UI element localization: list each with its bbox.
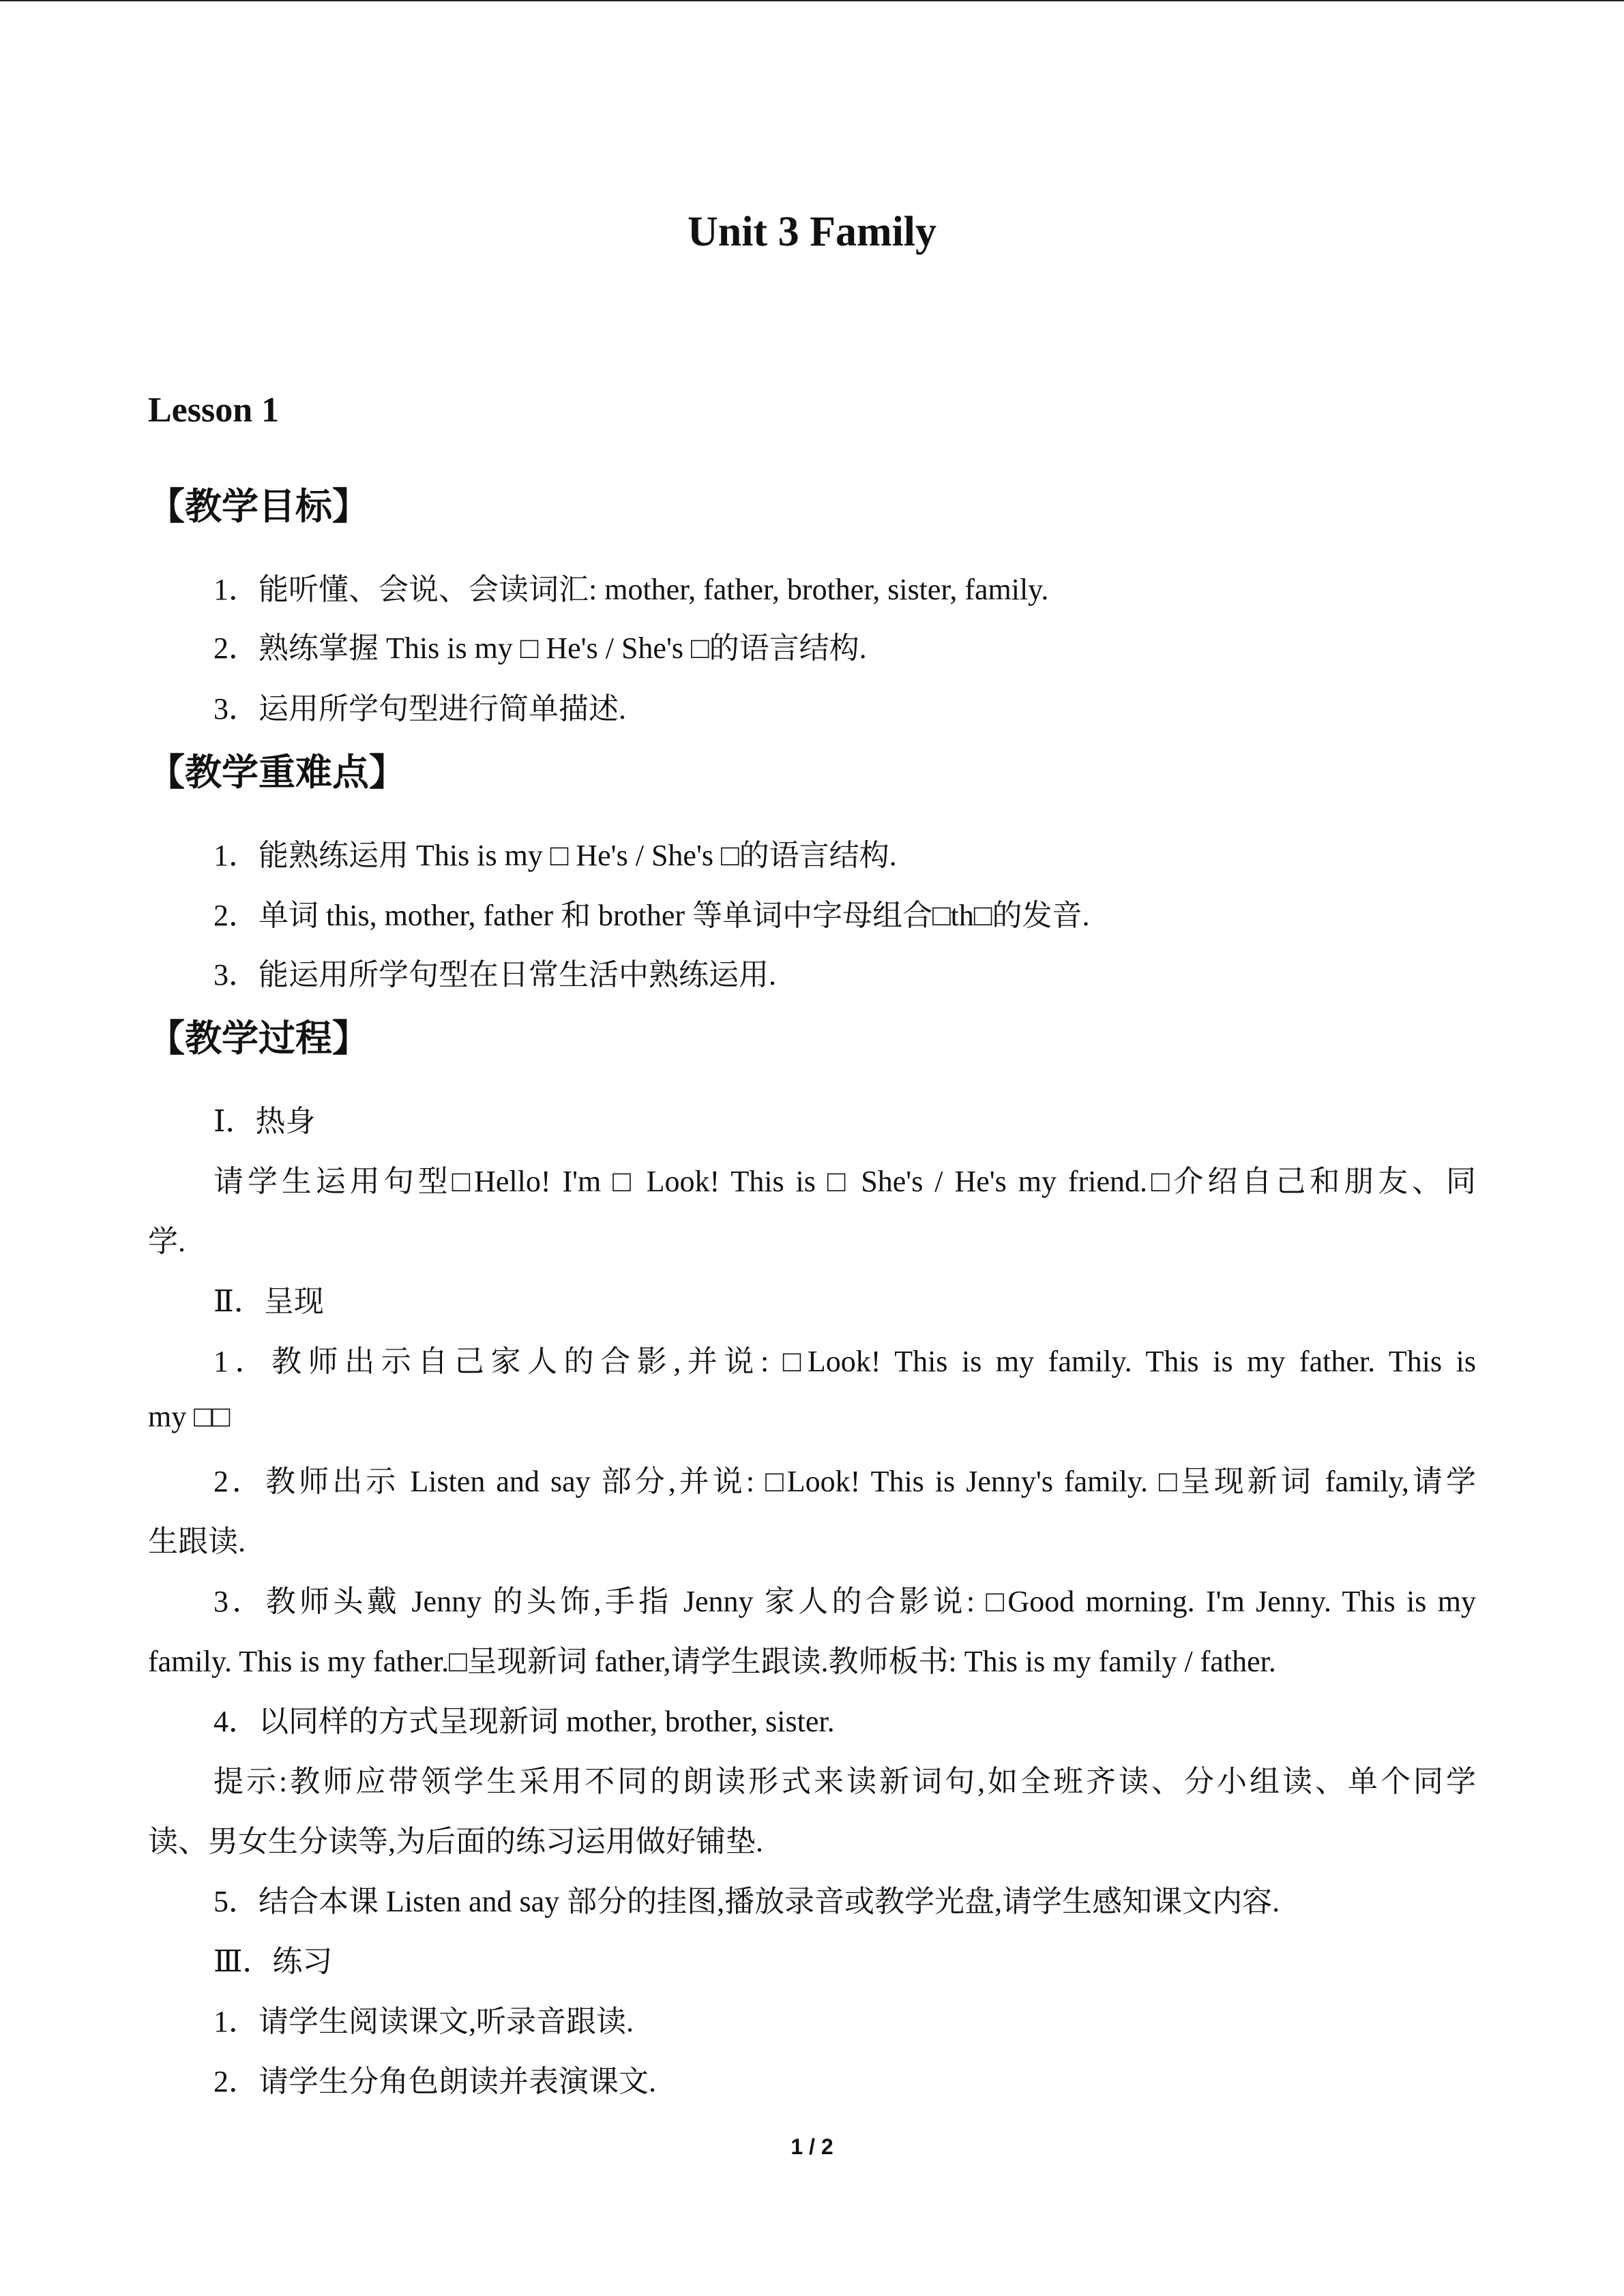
practice-step-1: 1．请学生阅读课文,听录音跟读. [213, 2005, 634, 2038]
present-step-4: 4．以同样的方式呈现新词 mother, brother, sister. [213, 1705, 835, 1738]
goal-item: 3．运用所学句型进行简单描述. [213, 692, 626, 726]
top-border [0, 0, 1624, 1]
page-indicator: 1 / 2 [791, 2134, 833, 2159]
lesson-heading: Lesson 1 [148, 391, 280, 430]
warmup-text-line2: 学. [148, 1225, 186, 1258]
section-heading-keypoints: 【教学重难点】 [148, 751, 406, 794]
keypoint-item: 2．单词 this, mother, father 和 brother 等单词中字母组合□th□的发音. [213, 899, 1090, 932]
section-heading-goals: 【教学目标】 [148, 485, 369, 528]
tip-line2: 读、男女生分读等,为后面的练习运用做好铺垫. [148, 1825, 763, 1858]
warmup-title: Ⅰ．热身 [213, 1105, 316, 1138]
present-step-3-line2: family. This is my father.□呈现新词 father,请学生跟读.教师板书: This is my family / father. [148, 1645, 1276, 1678]
section-heading-process: 【教学过程】 [148, 1017, 369, 1060]
tip-line1: 提示:教师应带领学生采用不同的朗读形式来读新词句,如全班齐读、分小组读、单个同学 [213, 1765, 1476, 1798]
goal-item: 1．能听懂、会说、会读词汇: mother, father, brother, sister, family. [213, 573, 1049, 606]
present-step-2-line2: 生跟读. [148, 1525, 246, 1558]
keypoint-item: 1．能熟练运用 This is my □ He's / She's □的语言结构. [213, 839, 897, 872]
present-step-2-line1: 2．教师出示 Listen and say 部分,并说: □Look! This is Jenny's family. □呈现新词 family,请学 [213, 1465, 1476, 1498]
warmup-text-line1: 请学生运用句型□Hello! I'm □ Look! This is □ She's / He's my friend.□介绍自己和朋友、同 [213, 1165, 1476, 1198]
goal-item: 2．熟练掌握 This is my □ He's / She's □的语言结构. [213, 631, 867, 665]
practice-title: Ⅲ．练习 [213, 1945, 333, 1978]
practice-step-2: 2．请学生分角色朗读并表演课文. [213, 2065, 656, 2098]
document-title: Unit 3 Family [687, 209, 937, 255]
present-step-5: 5．结合本课 Listen and say 部分的挂图,播放录音或教学光盘,请学生感知课文内容. [213, 1885, 1280, 1918]
present-step-1-line1: 1．教师出示自己家人的合影,并说: □Look! This is my family. This is my father. This is [213, 1345, 1476, 1378]
present-step-3-line1: 3．教师头戴 Jenny 的头饰,手指 Jenny 家人的合影说: □Good morning. I'm Jenny. This is my [213, 1585, 1476, 1618]
present-title: Ⅱ．呈现 [213, 1285, 324, 1318]
present-step-1-line2: my □□ [148, 1400, 231, 1433]
keypoint-item: 3．能运用所学句型在日常生活中熟练运用. [213, 958, 776, 992]
